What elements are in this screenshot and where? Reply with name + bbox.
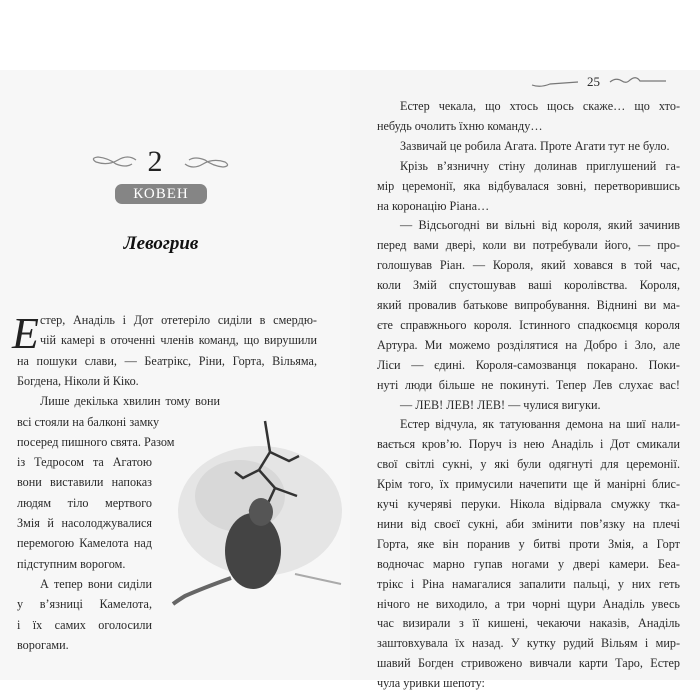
text-line: Артура. Ми можемо розділятися на Добро і Зло, але [377,337,680,352]
chapter-flourish-right [183,152,233,172]
text-line: Крім того, їх примусили начепити ще й манірні блис- [377,477,680,492]
text-line: у в’язниці Камелота, [17,597,152,612]
text-line: єте справжнього короля. Істинного спадкоємця короля [377,317,680,332]
text-line: Зазвичай це робила Агата. Проте Агати тут не було. [400,138,670,153]
text-line: і їх самих оголосили [17,617,152,632]
page-number: 25 [587,74,600,89]
text-line: Крізь в’язничну стіну долинав приглушений га- [400,158,680,173]
text-line: Горта, яке він поранив у битві проти Змія, а Горт [377,536,680,551]
text-line: на пошуки слави, — Беатрікс, Ріни, Горта, Вільяма, [17,353,317,368]
text-line: А тепер вони сиділи [40,576,152,591]
rat-illustration [165,416,345,606]
text-line: голошував Ріан. — Короля, який ховався в той час, [377,258,680,273]
text-line: перед вами двері, коли ви потребували його, — про- [377,238,680,253]
text-line: Змія й насолоджувалися [17,516,152,530]
text-line: Естер чекала, що хтось щось скаже… що хто- [400,99,680,113]
text-line: водночас марно гупав ногами у двері камери. Беа- [377,556,680,571]
text-line: вається кров’ю. Поруч із нею Анаділь і Дот смикали [377,437,680,452]
text-line: Лише декілька хвилин тому вони [40,394,220,409]
text-line: людям тіло мертвого [17,495,152,510]
text-line: посеред пишного свята. Разом [17,434,175,449]
text-line: кучі кучеряві перуки. Нікола відірвала смужку тка- [377,497,680,511]
text-line: чула уривки шепоту: [377,676,485,691]
text-line: небудь очолить їхню команду… [377,118,543,133]
text-line: — ЛЕВ! ЛЕВ! ЛЕВ! — чулися вигуки. [400,397,601,412]
text-line: заштовхувала їх назад. У кутку рудий Вільям і мир- [377,636,680,651]
text-line: чій камері в оточенні членів команд, що вирушили [40,333,317,348]
text-line: свої світлі сукні, у які були одягнуті для церемонії. [377,457,680,472]
text-line: нини від своєї сукні, аби змінити пов’язку на плечі [377,516,680,531]
text-line: стер, Анаділь і Дот отетеріло сиділи в смердю- [40,313,317,327]
text-line: підступним ворогом. [17,556,126,571]
text-line: вони виставили напоказ [17,475,152,490]
chapter-title-badge: КОВЕН [115,184,207,204]
text-line: ворогами. [17,637,69,652]
text-line: перемогою Камелота над [17,536,152,551]
text-line: Ліси — єдині. Короля-самозванця покарано. Поки- [377,357,680,372]
text-line: трікс і Ріна намагалися запалити пальці, у них геть [377,576,680,591]
text-line: нуті люди більше не покинуті. Тепер Лев слухає вас! [377,377,680,392]
chapter-subtitle: Левогрив [123,233,199,254]
text-line: коли Змій спустошував ваші королівства. Короля, [377,278,680,293]
text-line: — Відсьогодні ви вільні від короля, який зачинив [400,218,680,233]
text-line: із Тедросом та Агатою [17,455,152,470]
drop-cap: Е [12,309,39,358]
text-line: нічого не виходило, а три чорні щури Анаділь увесь [377,596,680,611]
text-line: на коронацію Ріана… [377,198,490,213]
text-line: мір церемонії, яка відбувалася зовні, перетворившись [377,178,680,193]
text-line: всі стояли на балконі замку [17,414,160,429]
text-line: шавий Богден стривожено вивчали карти Таро, Естер [377,656,680,671]
text-line: час визирали з її кишені, чекаючи наказів, Анаділь [377,616,680,631]
text-line: Естер відчула, як татуювання демона на шиї нали- [400,417,680,432]
page-header-ornament-right [608,74,668,88]
page-header-ornament-left [530,76,580,90]
chapter-flourish-left [88,152,138,172]
chapter-number: 2 [147,145,163,178]
text-line: Богдена, Ніколи й Кіко. [17,373,139,388]
text-line: який провалив батькове випробування. Віднині ви ма- [377,298,680,312]
